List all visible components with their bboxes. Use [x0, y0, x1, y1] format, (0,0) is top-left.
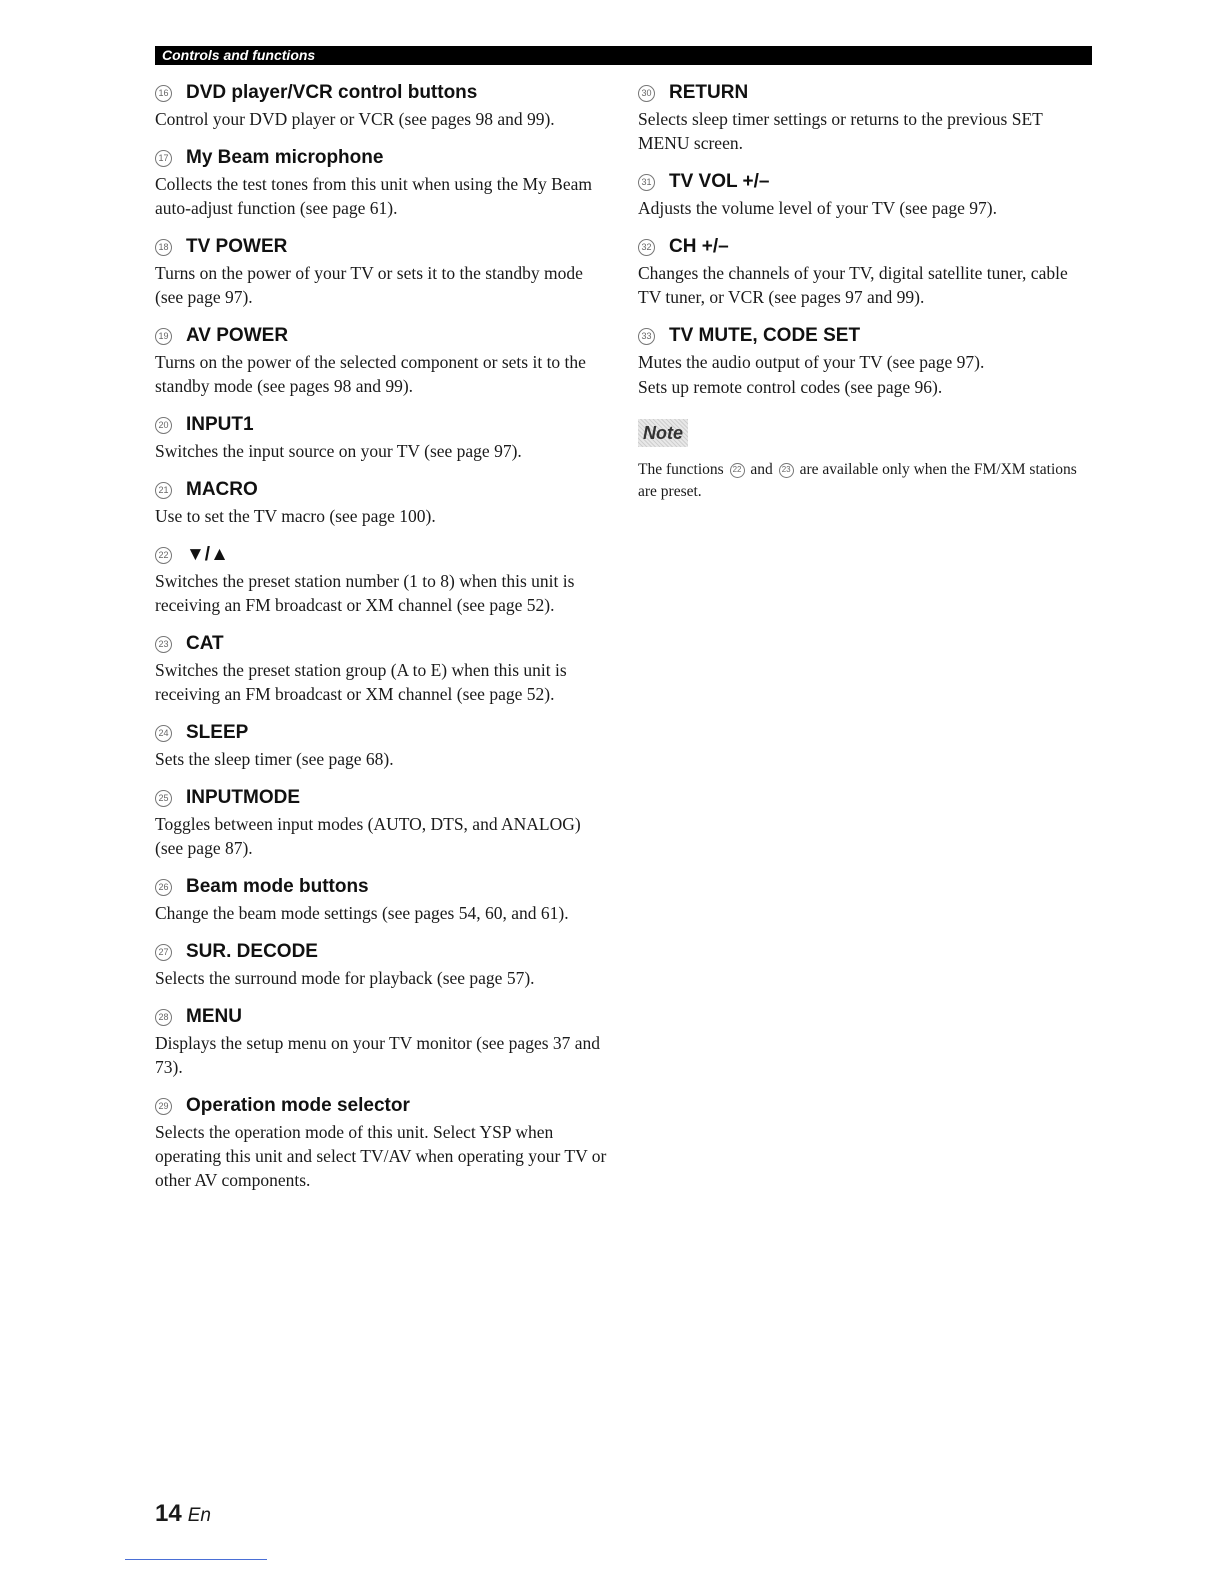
item-number-badge: 32: [638, 239, 655, 256]
item-21: [155, 477, 610, 528]
item-number-badge: 25: [155, 790, 172, 807]
item-title: Beam mode buttons: [186, 876, 369, 897]
item-description: Selects the surround mode for playback (see page 57).: [155, 968, 535, 988]
item-description: Turns on the power of your TV or sets it to the standby mode (see page 97).: [155, 263, 583, 307]
item-16: [155, 80, 610, 131]
item-28: [155, 1004, 610, 1079]
item-title: CH +/–: [669, 236, 729, 257]
bottom-rule: [125, 1559, 267, 1560]
item-description: Toggles between input modes (AUTO, DTS, and ANALOG) (see page 87).: [155, 814, 581, 858]
item-number-badge: 31: [638, 174, 655, 191]
item-27: [155, 939, 610, 990]
note-text-part: are available only when the FM/XM stations are preset.: [638, 461, 1077, 500]
section-header: Controls and functions: [155, 46, 1092, 65]
item-title: INPUT1: [186, 414, 254, 435]
item-title: TV MUTE, CODE SET: [669, 325, 861, 346]
item-description: Adjusts the volume level of your TV (see page 97).: [638, 198, 997, 218]
item-33: [638, 323, 1093, 399]
item-description: Collects the test tones from this unit when using the My Beam auto-adjust function (see page 61).: [155, 174, 592, 218]
item-29: [155, 1093, 610, 1192]
item-description-line: Sets up remote control codes (see page 96).: [638, 377, 943, 397]
item-number-badge: 16: [155, 85, 172, 102]
item-17: [155, 145, 610, 220]
item-title: DVD player/VCR control buttons: [186, 82, 478, 103]
note-ref-badge: 22: [730, 463, 745, 478]
item-title: SLEEP: [186, 722, 249, 743]
item-22: [155, 542, 610, 617]
page-footer: [155, 1500, 211, 1528]
item-description: Switches the preset station number (1 to 8) when this unit is receiving an FM broadcast or XM channel (see page 52).: [155, 571, 575, 615]
item-number-badge: 27: [155, 944, 172, 961]
item-description: Switches the input source on your TV (see page 97).: [155, 441, 522, 461]
item-number-badge: 20: [155, 417, 172, 434]
item-title: CAT: [186, 633, 224, 654]
item-description: Use to set the TV macro (see page 100).: [155, 506, 436, 526]
item-title: INPUTMODE: [186, 787, 300, 808]
item-title: TV POWER: [186, 236, 288, 257]
item-number-badge: 30: [638, 85, 655, 102]
item-number-badge: 26: [155, 879, 172, 896]
item-26: [155, 874, 610, 925]
item-description: Changes the channels of your TV, digital satellite tuner, cable TV tuner, or VCR (see pages 97 and 99).: [638, 263, 1068, 307]
item-description: Turns on the power of the selected component or sets it to the standby mode (see pages 98 and 99).: [155, 352, 586, 396]
item-description: Selects the operation mode of this unit. Select YSP when operating this unit and select TV/AV when operating your TV or other AV components.: [155, 1122, 607, 1190]
item-30: [638, 80, 1093, 155]
item-title: AV POWER: [186, 325, 289, 346]
note-text-part: The functions: [638, 461, 724, 478]
item-title: ▼/▲: [186, 544, 229, 565]
item-description: Change the beam mode settings (see pages 54, 60, and 61).: [155, 903, 569, 923]
item-number-badge: 19: [155, 328, 172, 345]
item-number-badge: 22: [155, 547, 172, 564]
item-number-badge: 17: [155, 150, 172, 167]
item-number-badge: 18: [155, 239, 172, 256]
right-column: [638, 80, 1093, 503]
item-number-badge: 24: [155, 725, 172, 742]
note-text: [638, 459, 1093, 503]
item-number-badge: 28: [155, 1009, 172, 1026]
left-column: [155, 80, 610, 1206]
note-block: [638, 413, 1093, 503]
item-32: [638, 234, 1093, 309]
item-25: [155, 785, 610, 860]
item-title: RETURN: [669, 82, 749, 103]
note-ref-badge: 23: [779, 463, 794, 478]
item-description: Displays the setup menu on your TV monitor (see pages 37 and 73).: [155, 1033, 601, 1077]
note-text-part: and: [750, 461, 773, 478]
item-number-badge: 23: [155, 636, 172, 653]
page-language: En: [187, 1505, 211, 1526]
item-title: Operation mode selector: [186, 1095, 410, 1116]
item-number-badge: 21: [155, 482, 172, 499]
item-description-line: Mutes the audio output of your TV (see page 97).: [638, 352, 985, 372]
item-title: MENU: [186, 1006, 242, 1027]
item-title: SUR. DECODE: [186, 941, 318, 962]
item-number-badge: 33: [638, 328, 655, 345]
item-description: Switches the preset station group (A to E) when this unit is receiving an FM broadcast or XM channel (see page 52).: [155, 660, 567, 704]
item-19: [155, 323, 610, 398]
item-31: [638, 169, 1093, 220]
item-description: Selects sleep timer settings or returns to the previous SET MENU screen.: [638, 109, 1043, 153]
page-number: 14: [155, 1500, 182, 1527]
note-label: Note: [638, 419, 688, 447]
item-title: My Beam microphone: [186, 147, 384, 168]
item-description: Control your DVD player or VCR (see pages 98 and 99).: [155, 109, 555, 129]
item-title: TV VOL +/–: [669, 171, 770, 192]
item-title: MACRO: [186, 479, 258, 500]
item-23: [155, 631, 610, 706]
item-description: Sets the sleep timer (see page 68).: [155, 749, 394, 769]
item-24: [155, 720, 610, 771]
item-number-badge: 29: [155, 1098, 172, 1115]
item-18: [155, 234, 610, 309]
item-20: [155, 412, 610, 463]
